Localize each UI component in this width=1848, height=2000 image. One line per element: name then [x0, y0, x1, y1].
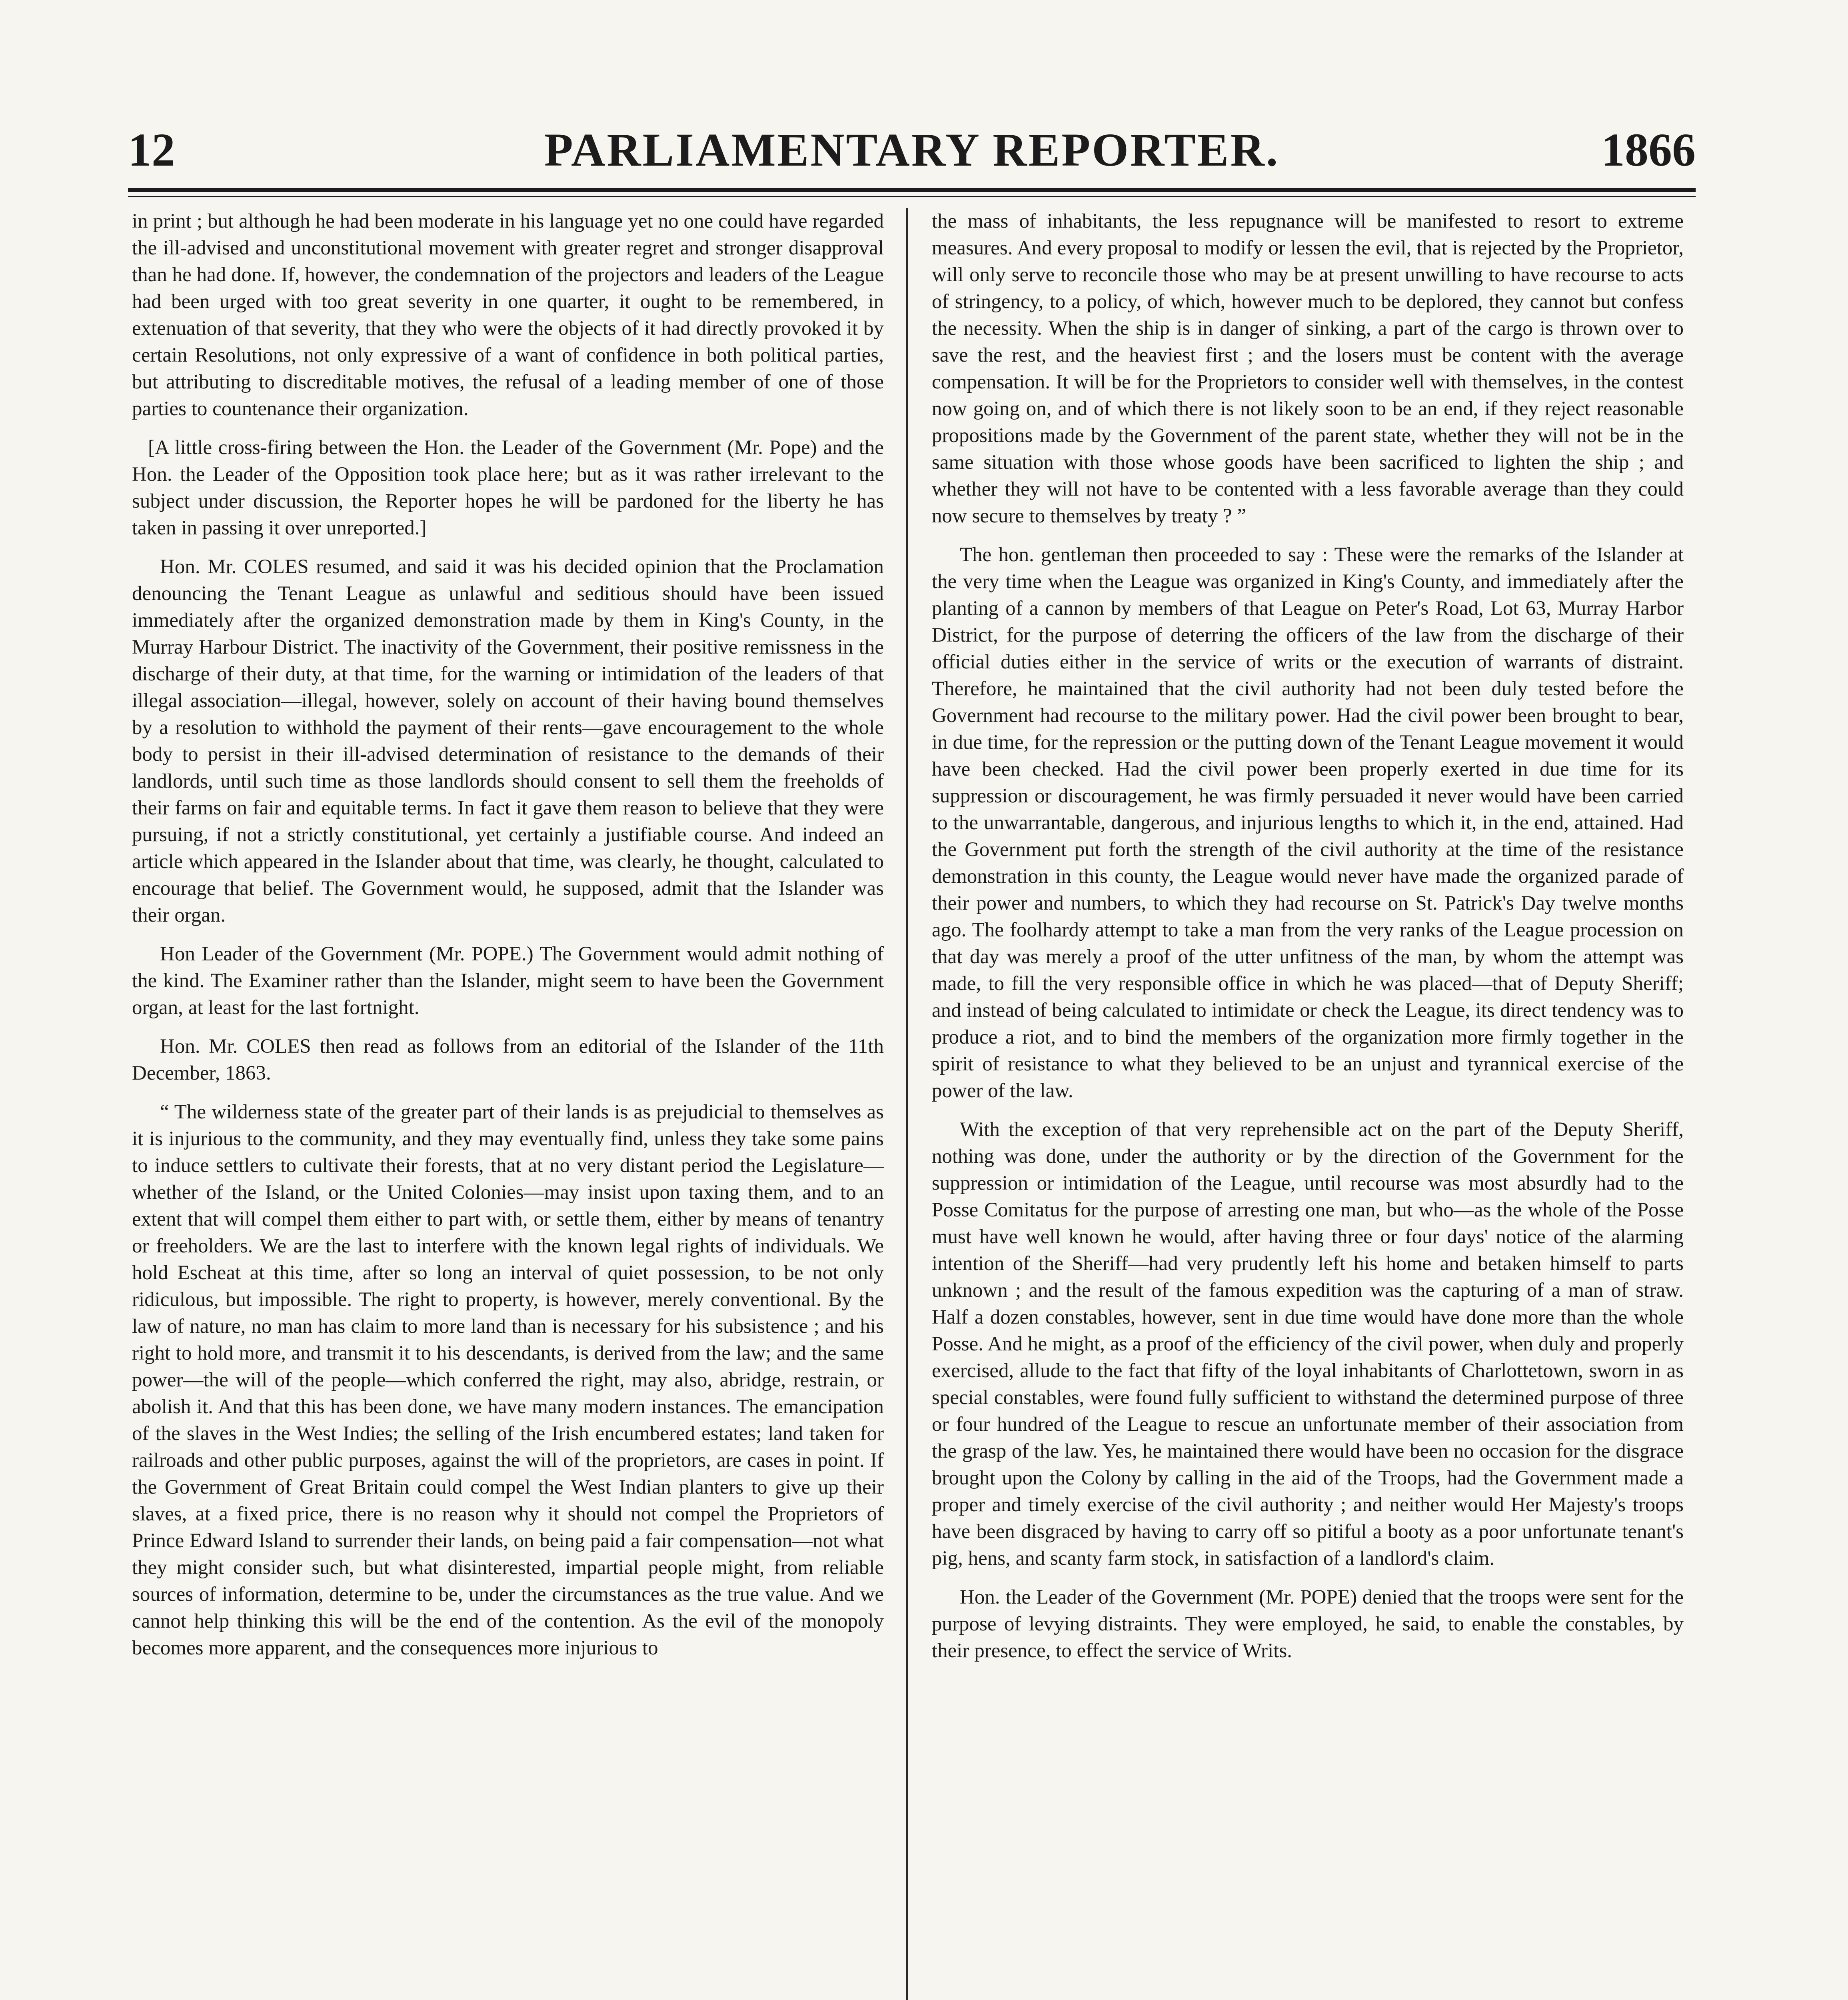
paragraph: The hon. gentleman then proceeded to say : These were the remarks of the Islander at the very time when the League was organized in King's County, and immediately after the planting of a cannon by members of that League on Peter's Road, Lot 63, Murray Harbor District, for the purpose of deterring the officers of the law from the discharge of their official duties either in the service of writs or the execution of warrants of distraint. Therefore, he maintained that the civil authority had not been duly tested before the Government had recourse to the military power. Had the civil power been brought to bear, in due time, for the repression or the putting down of the Tenant League movement it would have been checked. Had the civil power been properly exerted in due time for its suppression or discouragement, he was firmly persuaded it never would have been carried to the unwarrantable, dangerous, and injurious lengths to which it, in the end, attained. Had the Government put forth the strength of the civil authority at the time of the resistance demonstration in this county, the League would never have made the organized parade of their power and numbers, to which they had recourse on St. Patrick's Day twelve months ago. The foolhardy attempt to take a man from the very ranks of the League procession on that day was merely a proof of the utter unfitness of the man, by whom the attempt was made, to fill the very responsible office in which he was placed—that of Deputy Sheriff; and instead of being calculated to intimidate or check the League, its direct tendency was to produce a riot, and to bind the members of the organization more firmly together in the spirit of resistance to what they believed to be an unjust and tyrannical exercise of the power of the law. — [932, 544, 1684, 1102]
paragraph: Hon Leader of the Government (Mr. POPE.) The Government would admit nothing of the kind. The Examiner rather than the Islander, might seem to have been the Government organ, at least for the last fortnight. — [132, 943, 884, 1019]
paragraph: Hon. Mr. COLES resumed, and said it was his decided opinion that the Proclamation denouncing the Tenant League as unlawful and seditious should have been issued immediately after the organized demonstration made by them in King's County, in the Murray Harbour District. The inactivity of the Government, their positive remissness in the discharge of their duty, at that time, for the warning or intimidation of the leaders of that illegal association—illegal, however, solely on account of their having bound themselves by a resolution to withhold the payment of their rents—gave encouragement to the whole body to persist in their ill-advised determination of resistance to the demands of their landlords, until such time as those landlords should consent to sell them the freeholds of their farms on fair and equitable terms. In fact it gave them reason to believe that they were pursuing, if not a strictly constitutional, yet certainly a justifiable course. And indeed an article which appeared in the Islander about that time, was clearly, he thought, calculated to encourage that belief. The Government would, he supposed, admit that the Islander was their organ. — [132, 556, 884, 926]
left-column — [132, 208, 884, 1674]
right-column — [932, 208, 1684, 1676]
paragraph: in print ; but although he had been moderate in his language yet no one could have regarded the ill-advised and unconstitutional movement with greater regret and stronger disapproval than he had done. If, however, the condemnation of the projectors and leaders of the League had been urged with too great severity in one quarter, it ought to be remembered, in extenuation of that severity, that they who were the objects of it had directly provoked it by certain Resolutions, not only expressive of a want of confidence in both political parties, but attributing to discreditable motives, the refusal of a leading member of one of those parties to countenance their organization. — [132, 210, 884, 420]
page-header — [128, 120, 1696, 188]
page-title: PARLIAMENTARY REPORTER. — [544, 124, 1280, 176]
quoted-editorial: “ The wilderness state of the greater part of their lands is as prejudicial to themselves as it is injurious to the community, and they may eventually find, unless they take some pains to induce settlers to cultivate their forests, that at no very distant period the Legislature—whether of the Island, or the United Colonies—may insist upon taxing them, and to an extent that will compel them either to part with, or settle them, either by means of tenantry or freeholders. We are the last to interfere with the known legal rights of individuals. We hold Escheat at this time, after so long an interval of quiet possession, to be not only ridiculous, but impossible. The right to property, is however, merely conventional. By the law of nature, no man has claim to more land than is necessary for his subsistence ; and his right to hold more, and transmit it to his descendants, is derived from the law; and the same power—the will of the people—which conferred the right, may also, abridge, restrain, or abolish it. And that this has been done, we have many modern instances. The emancipation of the slaves in the West Indies; the selling of the Irish encumbered estates; land taken for railroads and other public purposes, against the will of the proprietors, are cases in point. If the Government of Great Britain could compel the West Indian planters to give up their slaves, at a fixed price, there is no reason why it should not compel the Proprietors of Prince Edward Island to surrender their lands, on being paid a fair compensation—not what they might consider such, but what disinterested, impartial people might, from reliable sources of information, determine to be, under the circumstances as the true value. And we cannot help thinking this will be the end of the contention. As the evil of the monopoly becomes more apparent, and the consequences more injurious to — [132, 1101, 884, 1659]
column-divider — [906, 208, 908, 2000]
page-year: 1866 — [1601, 124, 1696, 176]
paragraph: Hon. Mr. COLES then read as follows from an editorial of the Islander of the 11th December, 1863. — [132, 1035, 884, 1084]
paragraph: With the exception of that very reprehensible act on the part of the Deputy Sheriff, nothing was done, under the authority or by the direction of the Government for the suppression or intimidation of the League, until recourse was most absurdly had to the Posse Comitatus for the purpose of arresting one man, but who—as the whole of the Posse must have well known he would, after having three or four days' notice of the alarming intention of the Sheriff—had very prudently left his home and betaken himself to parts unknown ; and the result of the famous expedition was the capturing of a man of straw. Half a dozen constables, however, sent in due time would have done more than the whole Posse. And he might, as a proof of the efficiency of the civil power, when duly and properly exercised, allude to the fact that fifty of the loyal inhabitants of Charlottetown, sworn in as special constables, were found fully sufficient to withstand the determined purpose of three or four hundred of the League to rescue an unfortunate member of their association from the grasp of the law. Yes, he maintained there would have been no occasion for the disgrace brought upon the Colony by calling in the aid of the Troops, had the Government made a proper and timely exercise of the civil authority ; and neither would Her Majesty's troops have been disgraced by having to carry off so pitiful a booty as a poor unfortunate tenant's pig, hens, and scanty farm stock, in satisfaction of a landlord's claim. — [932, 1118, 1684, 1570]
header-rule-thin — [128, 196, 1696, 197]
reporter-note: [A little cross-firing between the Hon. the Leader of the Government (Mr. Pope) and the Hon. the Leader of the Opposition took place here; but as it was rather irrelevant to the subject under discussion, the Reporter hopes he will be pardoned for the liberty he has taken in passing it over unreported.] — [132, 436, 884, 539]
paragraph: the mass of inhabitants, the less repugnance will be manifested to resort to extreme measures. And every proposal to modify or lessen the evil, that is rejected by the Proprietor, will only serve to reconcile those who may be at present unwilling to have recourse to acts of stringency, to a policy, of which, however much to be deplored, they cannot but confess the necessity. When the ship is in danger of sinking, a part of the cargo is thrown over to save the rest, and the heaviest first ; and the losers must be content with the average compensation. It will be for the Proprietors to consider well with themselves, in the contest now going on, and of which there is not likely soon to be an end, if they reject reasonable propositions made by the Government of the parent state, whether they will not be in the same situation with those whose goods have been sacrificed to lighten the ship ; and whether they will not have to be contented with a less favorable average than they could now secure to themselves by treaty ? ” — [932, 210, 1684, 527]
paragraph: Hon. the Leader of the Government (Mr. POPE) denied that the troops were sent for the purpose of levying distraints. They were employed, he said, to enable the constables, by their presence, to effect the service of Writs. — [932, 1586, 1684, 1662]
page-number: 12 — [128, 124, 175, 176]
header-rule — [128, 188, 1696, 192]
